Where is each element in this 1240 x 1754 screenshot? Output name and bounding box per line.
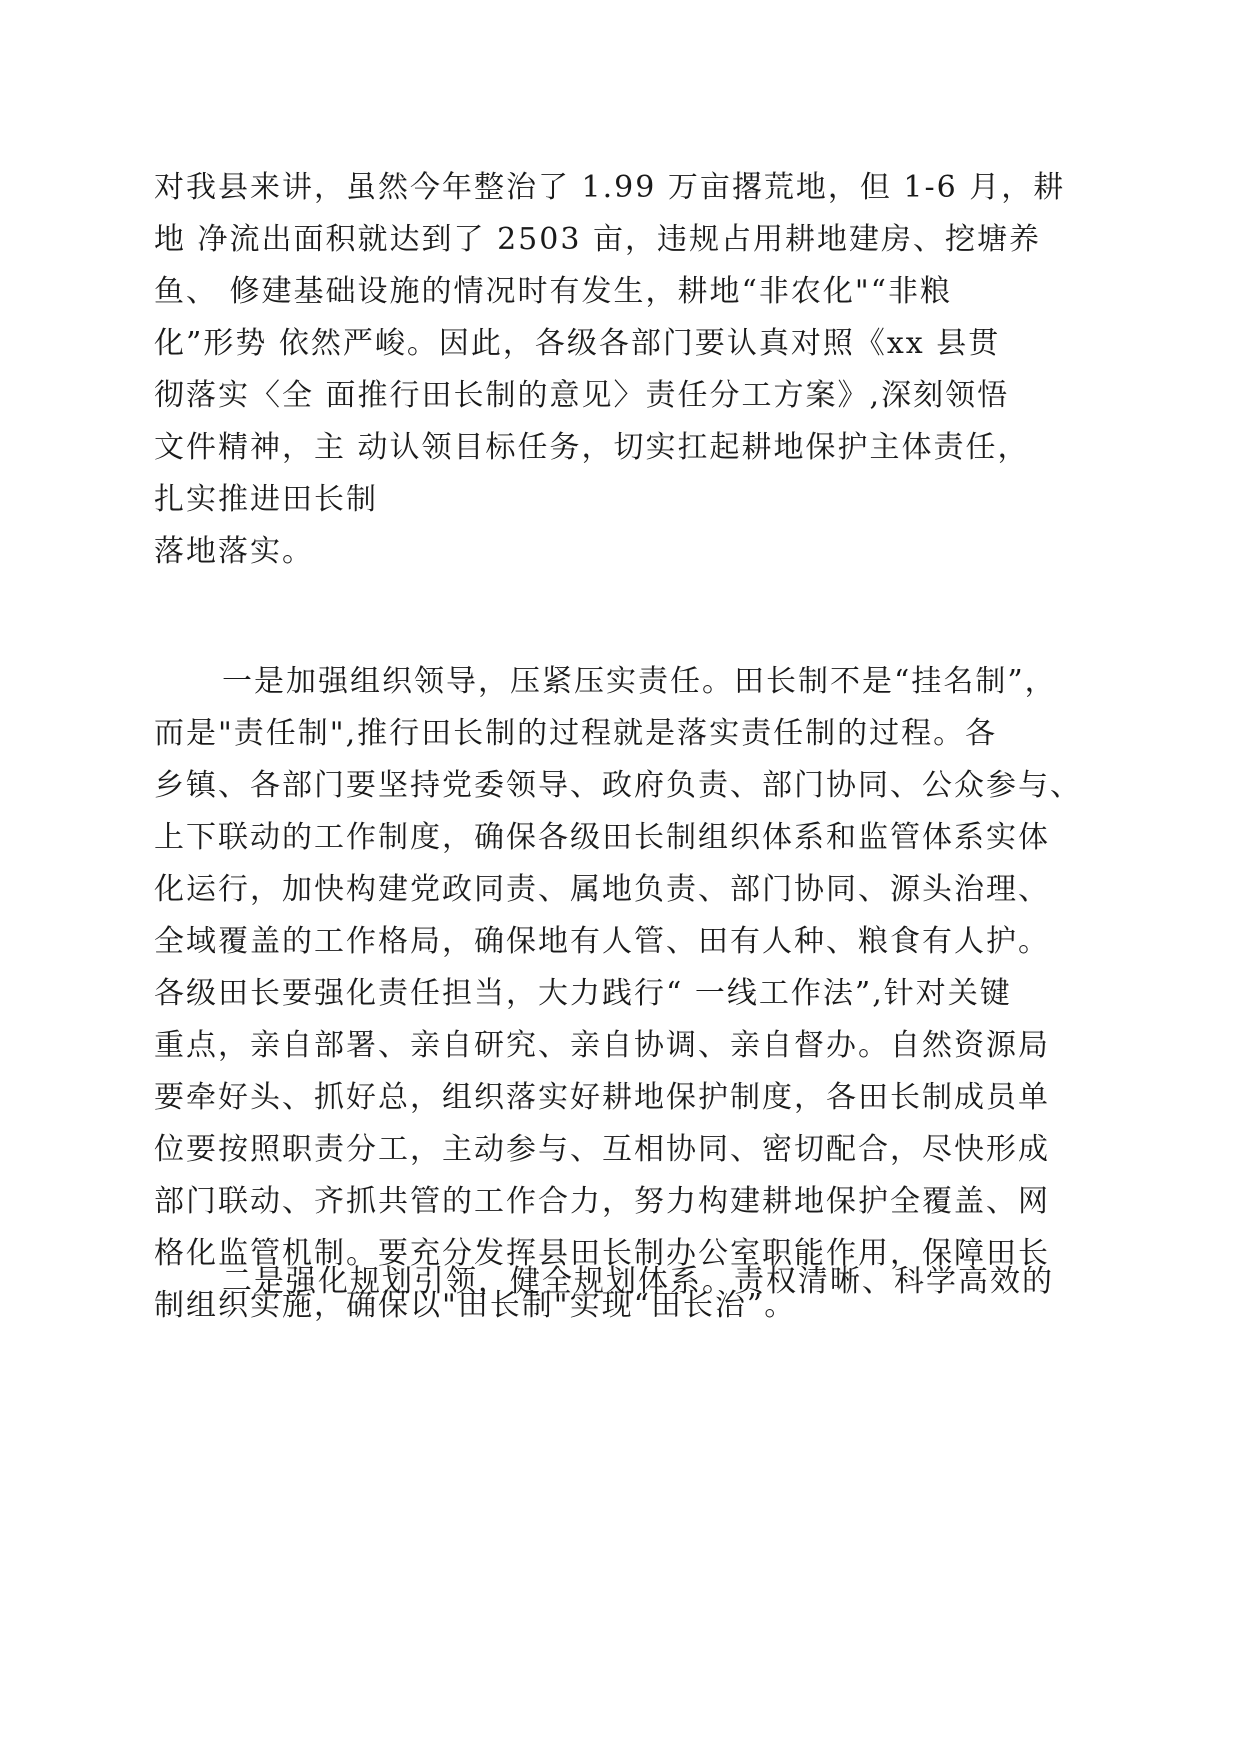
paragraph-one: [154, 656, 1094, 1332]
text-line: 重点，亲自部署、亲自研究、亲自协调、亲自督办。自然资源局: [154, 1028, 1050, 1063]
text-line: 落地落实。: [154, 534, 314, 569]
text-line: 部门联动、齐抓共管的工作合力，努力构建耕地保护全覆盖、网: [154, 1184, 1050, 1219]
text-line: 文件精神，主 动认领目标任务，切实扛起耕地保护主体责任，: [154, 430, 1030, 465]
text-line: 要牵好头、抓好总，组织落实好耕地保护制度，各田长制成员单: [154, 1080, 1050, 1115]
text-line: 地 净流出面积就达到了 2503 亩，违规占用耕地建房、挖塘养: [154, 222, 1041, 257]
text-line: 全域覆盖的工作格局，确保地有人管、田有人种、粮食有人护。: [154, 924, 1050, 959]
text-line: 扎实推进田长制: [154, 482, 378, 517]
paragraph-two: [154, 1256, 1094, 1308]
text-line: 位要按照职责分工，主动参与、互相协同、密切配合，尽快形成: [154, 1132, 1050, 1167]
text-line: 制组织实施，确保以"田长制"实现“田长治”。: [154, 1288, 797, 1323]
text-line: 对我县来讲，虽然今年整治了 1.99 万亩撂荒地，但 1-6 月，耕: [154, 170, 1066, 205]
text-line: 化”形势 依然严峻。因此，各级各部门要认真对照《xx 县贯: [154, 326, 1001, 361]
text-line: 化运行，加快构建党政同责、属地负责、部门协同、源头治理、: [154, 872, 1050, 907]
text-line: 各级田长要强化责任担当，大力践行“ 一线工作法”,针对关键: [154, 976, 1012, 1011]
text-line: 鱼、 修建基础设施的情况时有发生，耕地“非农化"“非粮: [154, 274, 953, 309]
text-line: 一是加强组织领导，压紧压实责任。田长制不是“挂名制”，: [222, 664, 1057, 699]
text-line: 格化监管机制。要充分发挥县田长制办公室职能作用，保障田长: [154, 1236, 1050, 1271]
text-line: 而是"责任制",推行田长制的过程就是落实责任制的过程。各: [154, 716, 998, 751]
paragraph-intro: [154, 162, 1094, 578]
text-line: 上下联动的工作制度，确保各级田长制组织体系和监管体系实体: [154, 820, 1050, 855]
text-line: 乡镇、各部门要坚持党委领导、政府负责、部门协同、公众参与、: [154, 768, 1082, 803]
text-line: 二是强化规划引领，健全规划体系。责权清晰、科学高效的: [222, 1264, 1054, 1299]
text-line: 彻落实〈全 面推行田长制的意见〉责任分工方案》,深刻领悟: [154, 378, 1010, 413]
